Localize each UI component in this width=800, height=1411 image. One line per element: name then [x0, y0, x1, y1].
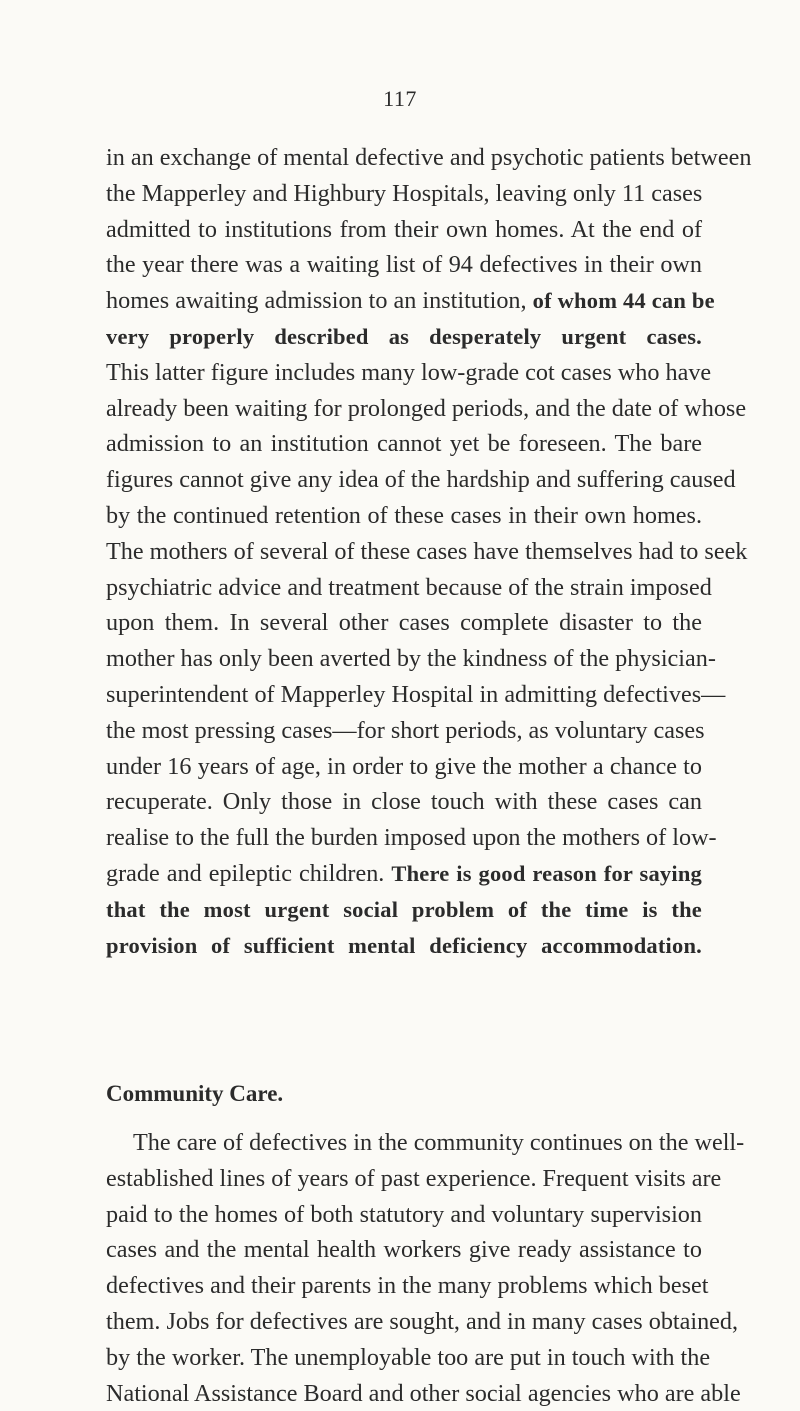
text-line: the year there was a waiting list of 94 defectives in their own	[106, 251, 702, 279]
text-line: by the worker. The unemployable too are put in touch with the	[106, 1343, 711, 1371]
bold-emphasis: of whom 44 can be	[532, 288, 715, 314]
text-line: homes awaiting admission to an institution, of whom 44 can be	[106, 287, 715, 315]
page-number: 117	[383, 86, 417, 111]
text-line: mother has only been averted by the kindness of the physician-	[106, 645, 716, 673]
text-line: realise to the full the burden imposed upon the mothers of low-	[106, 824, 717, 852]
text-line: recuperate. Only those in close touch with these cases can	[106, 788, 702, 816]
paragraph-community-care	[106, 1125, 745, 1411]
text-line: This latter figure includes many low-grade cot cases who have	[106, 358, 712, 386]
bold-emphasis: provision of sufficient mental deficiency accommodation.	[106, 932, 702, 958]
bold-emphasis: that the most urgent social problem of the time is the	[106, 896, 702, 922]
text-line: admission to an institution cannot yet be foreseen. The bare	[106, 430, 702, 458]
text-line: admitted to institutions from their own homes. At the end of	[106, 215, 702, 243]
text-line: by the continued retention of these cases in their own homes.	[106, 501, 702, 529]
text-line: the Mapperley and Highbury Hospitals, leaving only 11 cases	[106, 179, 703, 207]
text-line	[106, 928, 702, 964]
text-line	[106, 892, 702, 928]
text-line: superintendent of Mapperley Hospital in admitting defectives—	[106, 680, 726, 708]
text-line	[106, 319, 702, 355]
text-line: defectives and their parents in the many problems which beset	[106, 1272, 709, 1300]
text-line: grade and epileptic children. There is good reason for saying	[106, 859, 702, 887]
text-line: established lines of years of past experience. Frequent visits are	[106, 1164, 722, 1192]
text-line: The mothers of several of these cases have themselves had to seek	[106, 537, 748, 565]
bold-emphasis: very properly described as desperately urgent cases.	[106, 323, 702, 349]
text-line: upon them. In several other cases complete disaster to the	[106, 609, 702, 637]
text-line: psychiatric advice and treatment because of the strain imposed	[106, 573, 712, 601]
text-line: under 16 years of age, in order to give the mother a chance to	[106, 752, 702, 780]
text-line: National Assistance Board and other social agencies who are able	[106, 1379, 741, 1407]
text-line: paid to the homes of both statutory and voluntary supervision	[106, 1200, 702, 1228]
text-line: the most pressing cases—for short periods, as voluntary cases	[106, 716, 705, 744]
section-heading: Community Care.	[106, 1081, 284, 1106]
paragraph-waiting-list	[106, 140, 752, 963]
text-line: in an exchange of mental defective and psychotic patients between	[106, 144, 752, 171]
text-line: The care of defectives in the community continues on the well-	[133, 1129, 745, 1156]
text-line: already been waiting for prolonged periods, and the date of whose	[106, 394, 747, 422]
bold-emphasis: There is good reason for saying	[391, 860, 702, 886]
text-line: them. Jobs for defectives are sought, and in many cases obtained,	[106, 1307, 739, 1335]
text-line: cases and the mental health workers give ready assistance to	[106, 1236, 702, 1264]
text-line: figures cannot give any idea of the hardship and suffering caused	[106, 466, 736, 494]
